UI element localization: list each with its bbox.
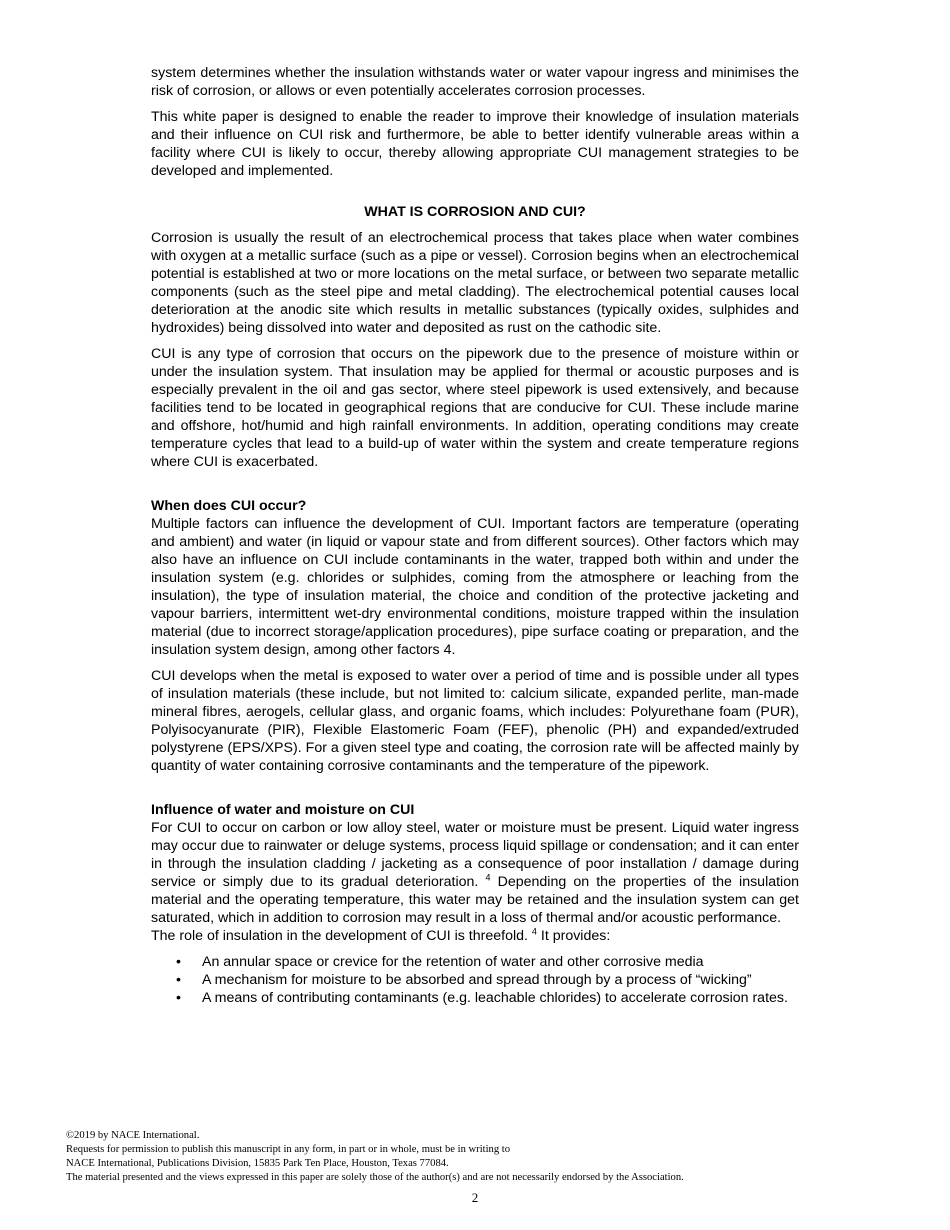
corrosion-paragraph-1: Corrosion is usually the result of an electrochemical process that takes place when water combines with oxygen at a metallic surface (such as a pipe or vessel). Corrosion begins when an electrochemical potential is established at two or more locations on the metal surface, or between two separate metallic components (such as the steel pipe and metal cladding). The electrochemical potential causes local deterioration at the anodic site which results in metallic substances (typically oxides, sulphides and hydroxides) being dissolved into water and deposited as rust on the cathodic site.	[151, 230, 799, 336]
corrosion-paragraph-2: CUI is any type of corrosion that occurs on the pipework due to the presence of moisture within or under the insulation system. That insulation may be applied for thermal or acoustic purposes and is especially prevalent in the oil and gas sector, where steel pipework is used extensively, and because facilities tend to be located in geographical regions that are conducive for CUI. These include marine and offshore, hot/humid and high rainfall environments. In addition, operating conditions may create temperature cycles that lead to a build-up of water within the system and create temperature regions where CUI is exacerbated.	[151, 346, 799, 470]
copyright-footer	[66, 1129, 866, 1185]
footer-line: The material presented and the views expressed in this paper are solely those of the author(s) and are not necessarily endorsed by the Association.	[66, 1172, 684, 1183]
intro-paragraph-1: system determines whether the insulation withstands water or water vapour ingress and minimises the risk of corrosion, or allows or even potentially accelerates corrosion processes.	[151, 65, 799, 99]
list-item: • A means of contributing contaminants (e.g. leachable chlorides) to accelerate corrosion rates.	[176, 990, 788, 1006]
water-paragraph-2: The role of insulation in the development of CUI is threefold. $^4$ It provides:	[151, 926, 611, 944]
when-cui-paragraph-2: CUI develops when the metal is exposed to water over a period of time and is possible under all types of insulation materials (these include, but not limited to: calcium silicate, expanded perlite, man-made mineral fibres, aerogels, cellular glass, and organic foams, which includes: Polyurethane foam (PUR), Polyisocyanurate (PIR), Flexible Elastomeric Foam (FEF), phenolic (PH) and expanded/extruded polystyrene (EPS/XPS). For a given steel type and coating, the corrosion rate will be affected mainly by quantity of water containing corrosive contaminants and the temperature of the pipework.	[151, 668, 799, 774]
footer-line: Requests for permission to publish this manuscript in any form, in part or in whole, must be in writing to	[66, 1144, 511, 1155]
citation-superscript: 4	[485, 872, 491, 883]
bullet-icon: •	[176, 954, 181, 970]
intro-paragraph-2: This white paper is designed to enable the reader to improve their knowledge of insulation materials and their influence on CUI risk and furthermore, be able to better identify vulnerable areas within a facility where CUI is likely to occur, thereby allowing appropriate CUI management strategies to be developed and implemented.	[151, 109, 799, 179]
subheading-water-moisture: Influence of water and moisture on CUI	[151, 802, 415, 818]
page-number: 2	[471, 1190, 479, 1205]
section-heading-corrosion: WHAT IS CORROSION AND CUI?	[364, 204, 586, 220]
bullet-list	[151, 953, 799, 1007]
bullet-icon: •	[176, 990, 181, 1006]
water-paragraph-1: For CUI to occur on carbon or low alloy steel, water or moisture must be present. Liquid water ingress may occur due to rainwater or deluge systems, process liquid spillage or condensation; and it can enter in through the insulation cladding / jacketing as a consequence of poor installation / damage during service or simply due to its gradual deterioration. $^4$ Depending on the properties of the insulation material and the operating temperature, this water may be retained and the insulation system can get saturated, which in addition to corrosion may result in a loss of thermal and/or acoustic performance.	[151, 820, 799, 926]
bullet-icon: •	[176, 972, 181, 988]
list-item: • A mechanism for moisture to be absorbed and spread through by a process of “wicking”	[176, 972, 752, 988]
list-item: • An annular space or crevice for the retention of water and other corrosive media	[176, 954, 704, 970]
citation-superscript: 4	[531, 926, 537, 937]
when-cui-paragraph-1: Multiple factors can influence the development of CUI. Important factors are temperature (operating and ambient) and water (in liquid or vapour state and from different sources). Other factors which may also have an influence on CUI include contaminants in the water, trapped both within and under the insulation system (e.g. chlorides or sulphides, coming from the atmosphere or leaching from the insulation), the type of insulation material, the choice and condition of the protective jacketing and vapour barriers, intermittent wet-dry environmental conditions, moisture trapped within the insulation material (due to incorrect storage/application procedures), pipe surface coating or preparation, and the insulation system design, among other factors 4.	[151, 516, 799, 658]
paper-body	[151, 64, 799, 1007]
footer-line: NACE International, Publications Division, 15835 Park Ten Place, Houston, Texas 77084.	[66, 1158, 449, 1169]
subheading-when-cui: When does CUI occur?	[151, 498, 307, 514]
footer-line: ©2019 by NACE International.	[66, 1130, 200, 1141]
